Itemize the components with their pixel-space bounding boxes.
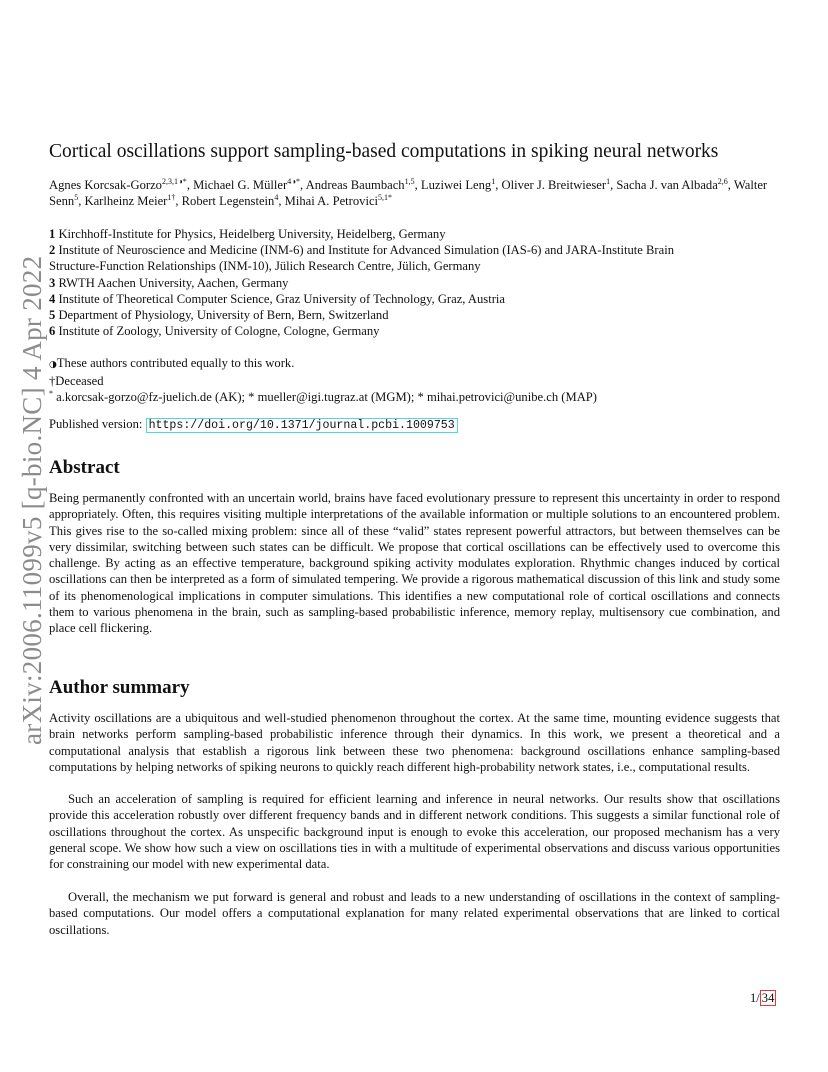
author-name: Robert Legenstein [181, 194, 275, 208]
author-affiliation-marks: 1† [167, 193, 176, 202]
paper-title: Cortical oscillations support sampling-based computations in spiking neural networks [49, 141, 719, 162]
author-affiliation-marks: 4◑* [287, 177, 301, 186]
author-name: Karlheinz Meier [84, 194, 168, 208]
author-notes [49, 355, 781, 406]
deceased-note: †Deceased [49, 374, 104, 389]
author-name: Michael G. Müller [193, 178, 288, 192]
affiliation-item: 6 Institute of Zoology, University of Cologne, Cologne, Germany [49, 324, 380, 339]
doi-link[interactable]: https://doi.org/10.1371/journal.pcbi.1009753 [146, 418, 458, 433]
author-name: Agnes Korcsak-Gorzo [49, 178, 162, 192]
author-name: Mihai A. Petrovici [284, 194, 379, 208]
author-name: Oliver J. Breitwieser [501, 178, 607, 192]
page-current: 1 [750, 991, 757, 1005]
author-affiliation-marks: 4 [274, 193, 279, 202]
author-affiliation-marks: 1 [606, 177, 611, 186]
author-affiliation-marks: 1,5 [404, 177, 415, 186]
author-affiliation-marks: 2,3,1◑* [161, 177, 187, 186]
page-total-link[interactable]: 34 [761, 991, 775, 1005]
published-version [49, 417, 458, 432]
page-number: 1/ 34 [750, 991, 775, 1005]
summary-paragraph-2: Such an acceleration of sampling is required for efficient learning and inference in neural networks. Our results show that oscillations provide this acceleration robustly over different frequency bands and in different network conditions. This suggests a similar functional role of oscillations throughout the cortex. As unspecific background input is enough to evoke this acceleration, our proposed mechanism has a very general scope. We show how such a view on oscillations ties in with a multitude of experimental observations and discuss various opportunities for constraining our model with new experimental data. [49, 792, 780, 872]
affiliation-item: 4 Institute of Theoretical Computer Science, Graz University of Technology, Graz, Austria [49, 291, 505, 306]
published-label: Published version: [49, 417, 143, 431]
equal-contribution-note: ◑These authors contributed equally to this work. [49, 356, 295, 370]
author-affiliation-marks: 5,1* [378, 193, 393, 202]
author-affiliation-marks: 1 [491, 177, 496, 186]
dagger-icon: † [49, 374, 56, 389]
summary-paragraph-1: Activity oscillations are a ubiquitous and well-studied phenomenon throughout the cortex. At the same time, mounting evidence suggests that brain networks perform sampling-based probabilistic inference through their dynamics. In this work, we present a theoretical and a computational analysis that establish a rigorous link between these two phenomena: background oscillations enhance sampling-based computations by helping networks of spiking neurons to quickly reach different high-probability network states, i.e., computational results. [49, 711, 780, 774]
author-name: Walter Senn [49, 178, 768, 208]
abstract-text: Being permanently confronted with an uncertain world, brains have faced evolutionary pressure to represent this uncertainty in order to respond appropriately. Often, this requires visiting multiple interpretations of the available information or multiple solutions to an encountered problem. This gives rise to the so-called mixing problem: since all of these “valid” states represent powerful attractors, but between themselves can be very dissimilar, switching between such states can be difficult. We propose that cortical oscillations can be effectively used to overcome this challenge. By acting as an effective temperature, background spiking activity modulates exploration. Rhythmic changes induced by cortical oscillations can then be interpreted as a form of simulated tempering. We provide a rigorous mathematical discussion of this link and study some of its phenomenological implications in computer simulations. This identifies a new computational role of cortical oscillations and connects them to various phenomena in the brain, such as sampling-based probabilistic inference, memory replay, multisensory cue combination, and place cell flickering. [49, 491, 780, 636]
author-affiliation-marks: 2,6 [717, 177, 728, 186]
affiliation-list [49, 226, 781, 339]
author-list: Agnes Korcsak-Gorzo$^{2,3,1◑*}$, Michael G. Müller$^{4◑*}$, Andreas Baumbach$^{1,5}$, Luziwei Leng$^1$, Oliver J. Breitwieser$^1$, Sacha J. van Albada$^{2,6}$, Walter Senn$^5$, Karlheinz Meier$^{1\dagger}$, Robert Legenstein$^4$, Mihai A. Petrovici$^{5,1*}$ [49, 177, 768, 208]
affiliation-item: 3 RWTH Aachen University, Aachen, Germany [49, 275, 289, 290]
author-affiliation-marks: 5 [74, 193, 79, 202]
author-summary-heading: Author summary [49, 677, 190, 698]
author-name: Luziwei Leng [420, 178, 492, 192]
author-name: Sacha J. van Albada [616, 178, 718, 192]
affiliation-item: 1 Kirchhoff-Institute for Physics, Heidelberg University, Heidelberg, Germany [49, 227, 446, 241]
abstract-heading: Abstract [49, 457, 120, 478]
affiliation-item: Structure-Function Relationships (INM-10), Jülich Research Centre, Jülich, Germany [49, 259, 481, 274]
email-note: * a.korcsak-gorzo@fz-juelich.de (AK); * mueller@igi.tugraz.at (MGM); * mihai.petrovici@unibe.ch (MAP) [49, 389, 597, 405]
author-name: Andreas Baumbach [305, 178, 405, 192]
affiliation-item: 2 Institute of Neuroscience and Medicine (INM-6) and Institute for Advanced Simulation (IAS-6) and JARA-Institute Brain [49, 243, 674, 258]
affiliation-item: 5 Department of Physiology, University of Bern, Bern, Switzerland [49, 308, 389, 323]
summary-paragraph-3: Overall, the mechanism we put forward is general and robust and leads to a new understanding of oscillations in the context of sampling-based computations. Our model offers a computational explanation for many related experimental observations that are linked to cortical oscillations. [49, 890, 780, 937]
half-circle-icon: ◑ [49, 360, 57, 370]
arxiv-sidebar-stamp: arXiv:2006.11099v5 [q-bio.NC] 4 Apr 2022 [17, 255, 47, 745]
